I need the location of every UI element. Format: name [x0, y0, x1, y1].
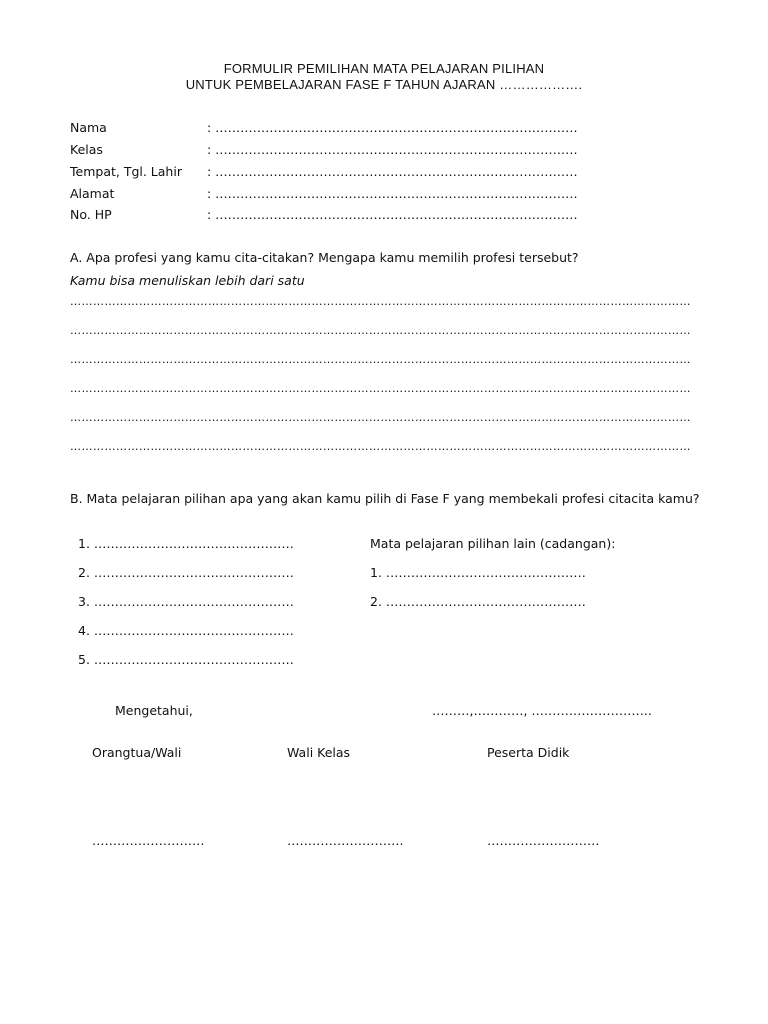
form-title-line-2: UNTUK PEMBELAJARAN FASE F TAHUN AJARAN ……………….: [185, 77, 583, 92]
answer-line[interactable]: ………………………………………………………………………………………………………………………………………………: [70, 382, 691, 395]
role-homeroom-teacher: Wali Kelas: [287, 745, 351, 760]
field-value-birth[interactable]: : ……………………………………………………………………………: [207, 164, 578, 179]
main-choice-2[interactable]: 2. …………………………………………: [78, 565, 294, 580]
form-title-line-1: FORMULIR PEMILIHAN MATA PELAJARAN PILIHAN: [223, 61, 545, 76]
field-value-nama[interactable]: : ……………………………………………………………………………: [207, 120, 578, 135]
place-date-field[interactable]: ………,…………, ………………………..: [432, 703, 652, 718]
answer-line[interactable]: ………………………………………………………………………………………………………………………………………………: [70, 440, 691, 453]
role-parent: Orangtua/Wali: [92, 745, 182, 760]
field-label-birth: Tempat, Tgl. Lahir: [70, 164, 182, 179]
signature-line-parent[interactable]: ………………………: [92, 833, 205, 848]
field-value-kelas[interactable]: : ……………………………………………………………………………: [207, 142, 578, 157]
main-choice-1[interactable]: 1. …………………………………………: [78, 536, 294, 551]
field-label-hp: No. HP: [70, 207, 112, 222]
answer-line[interactable]: ………………………………………………………………………………………………………………………………………………: [70, 324, 691, 337]
answer-line[interactable]: ………………………………………………………………………………………………………………………………………………: [70, 411, 691, 424]
field-label-kelas: Kelas: [70, 142, 103, 157]
signature-line-homeroom-teacher[interactable]: ……………………….: [287, 833, 404, 848]
field-label-alamat: Alamat: [70, 186, 115, 201]
main-choice-4[interactable]: 4. …………………………………………: [78, 623, 294, 638]
main-choice-5[interactable]: 5. …………………………………………: [78, 652, 294, 667]
backup-heading: Mata pelajaran pilihan lain (cadangan):: [370, 536, 616, 551]
section-a-question: A. Apa profesi yang kamu cita-citakan? Mengapa kamu memilih profesi tersebut?: [70, 250, 579, 265]
field-value-alamat[interactable]: : ……………………………………………………………………………: [207, 186, 578, 201]
backup-choice-1[interactable]: 1. …………………………………………: [370, 565, 586, 580]
signature-line-student[interactable]: ………………………: [487, 833, 600, 848]
field-value-hp[interactable]: : ……………………………………………………………………………: [207, 207, 578, 222]
acknowledged-label: Mengetahui,: [115, 703, 193, 718]
role-student: Peserta Didik: [487, 745, 570, 760]
field-label-nama: Nama: [70, 120, 107, 135]
answer-line[interactable]: ………………………………………………………………………………………………………………………………………………: [70, 353, 691, 366]
backup-choice-2[interactable]: 2. …………………………………………: [370, 594, 586, 609]
answer-line[interactable]: ………………………………………………………………………………………………………………………………………………: [70, 295, 691, 308]
main-choice-3[interactable]: 3. …………………………………………: [78, 594, 294, 609]
section-b-question: B. Mata pelajaran pilihan apa yang akan kamu pilih di Fase F yang membekali profesi citacita kamu?: [70, 491, 700, 506]
section-a-hint: Kamu bisa menuliskan lebih dari satu: [70, 273, 305, 288]
